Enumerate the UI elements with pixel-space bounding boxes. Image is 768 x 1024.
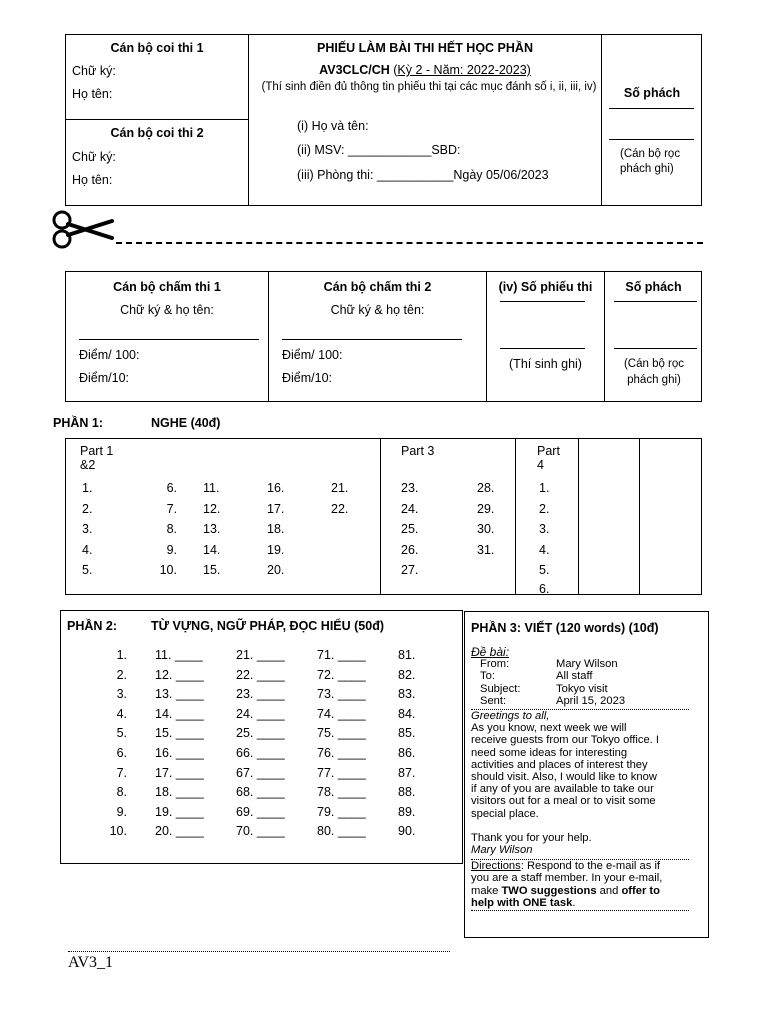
from-label: From:	[480, 658, 510, 671]
list-item: 67. ____	[236, 765, 285, 780]
list-item: 11.	[203, 481, 220, 495]
list-item: 15.	[203, 563, 221, 577]
so-phach-title: Số phách	[623, 86, 681, 100]
directions-and: and	[596, 884, 622, 897]
email-thanks: Thank you for your help.	[471, 831, 592, 844]
list-item: 26.	[401, 542, 419, 557]
list-item: 6.	[539, 581, 550, 596]
list-item: 29.	[477, 501, 495, 516]
list-item: 90.	[398, 824, 416, 839]
list-item: 23.	[401, 481, 419, 495]
list-item: 74. ____	[317, 706, 366, 721]
footer-code: AV3_1	[68, 954, 114, 971]
list-item: 4.	[539, 542, 550, 557]
list-item: 6.	[166, 481, 177, 495]
scissors-icon	[50, 208, 114, 250]
to-value: All staff	[556, 670, 593, 683]
directions-help: help with ONE task	[471, 896, 573, 909]
list-item: 18.	[267, 522, 285, 536]
to-label: To:	[480, 670, 495, 683]
list-item: 9.	[166, 542, 177, 557]
proctor1-title: Cán bộ coi thi 1	[110, 41, 204, 55]
list-item: 1.	[539, 481, 550, 495]
list-item: 31.	[477, 542, 495, 557]
list-item: 1.	[116, 648, 127, 662]
list-item: 16.	[267, 481, 285, 495]
part2-col2	[155, 646, 204, 842]
list-item: 13. ____	[155, 687, 204, 702]
directions-label: Directions	[471, 860, 521, 873]
sheet-no-title: (iv) Số phiếu thi	[498, 280, 593, 294]
list-item: 15. ____	[155, 726, 204, 741]
list-item: 20.	[267, 563, 285, 577]
subject-label: Subject:	[480, 682, 521, 695]
list-item: 2.	[539, 501, 550, 516]
list-item: 5.	[539, 563, 550, 577]
list-item: 88.	[398, 785, 416, 800]
part2-col1	[100, 646, 127, 842]
part2-col5	[398, 646, 415, 842]
so-phach-line2	[609, 139, 694, 140]
so-phach-line1	[609, 108, 694, 109]
email-body-line: if any of you are available to take our	[471, 783, 654, 796]
list-item: 81.	[398, 648, 416, 662]
email-body-line: special place.	[471, 807, 539, 820]
part12-header: Part 1 &2	[80, 444, 114, 472]
list-item: 6.	[116, 745, 127, 760]
from-value: Mary Wilson	[556, 658, 618, 671]
directions-make: make	[471, 884, 502, 897]
grader1-sign-label: Chữ ký & họ tên:	[120, 303, 214, 317]
grader1-sign-line	[79, 339, 259, 340]
part1-col6	[401, 478, 418, 581]
list-item: 69. ____	[236, 804, 285, 819]
email-body-line: should visit. Also, I would like to know	[471, 770, 657, 783]
spacer	[471, 820, 703, 832]
sent-label: Sent:	[480, 694, 507, 707]
prompt-label: Đề bài:	[471, 645, 510, 659]
email-body-line: visitors out for a meal or to visit some	[471, 795, 656, 808]
directions-line1	[471, 860, 703, 872]
list-item: 19. ____	[155, 804, 204, 819]
course-line	[249, 63, 601, 77]
list-item: 9.	[116, 804, 127, 819]
email-to-row	[471, 670, 703, 682]
part1-col3	[203, 478, 220, 581]
list-item: 13.	[203, 522, 221, 536]
list-item: 28.	[477, 481, 495, 495]
list-item: 12.	[203, 501, 221, 516]
cut-line	[116, 242, 703, 244]
room-label: (iii) Phòng thi: ___________Ngày 05/06/2023	[297, 168, 549, 182]
list-item: 3.	[116, 687, 127, 702]
email-body-line: need some ideas for interesting	[471, 746, 628, 759]
list-item: 83.	[398, 687, 416, 702]
header-divider-left	[248, 34, 249, 206]
list-item: 22.	[331, 501, 349, 516]
list-item: 25.	[401, 522, 419, 536]
list-item: 23. ____	[236, 687, 285, 702]
list-item: 80. ____	[317, 824, 366, 839]
list-item: 1.	[82, 481, 93, 495]
proctor1-signature-label: Chữ ký:	[72, 64, 116, 78]
list-item: 12. ____	[155, 667, 204, 682]
grader2-score100: Điểm/ 100:	[282, 348, 343, 362]
grader2-title: Cán bộ chấm thi 2	[323, 280, 432, 294]
email-sent-row	[471, 695, 703, 707]
part2-col4	[317, 646, 366, 842]
part1-col5	[331, 478, 348, 519]
part1-col1	[82, 478, 92, 581]
email-from-row	[471, 658, 703, 670]
fullname-label: (i) Họ và tên:	[297, 119, 369, 133]
email-body-line: receive guests from our Tokyo office. I	[471, 734, 659, 747]
list-item: 82.	[398, 667, 416, 682]
sheet-no-note: (Thí sinh ghi)	[509, 357, 582, 371]
part2-title: TỪ VỰNG, NGỮ PHÁP, ĐỌC HIỂU (50đ)	[151, 619, 384, 633]
list-item: 89.	[398, 804, 416, 819]
list-item: 79. ____	[317, 804, 366, 819]
part2-label: PHẦN 2:	[67, 619, 118, 633]
list-item: 20. ____	[155, 824, 204, 839]
part1-col7	[477, 478, 494, 560]
part1-divider-2	[515, 438, 516, 595]
so-phach-note: (Cán bộ rọc phách ghi)	[620, 148, 681, 175]
list-item: 11. ____	[155, 648, 203, 662]
grader1-score10: Điểm/10:	[79, 371, 130, 385]
list-item: 16. ____	[155, 745, 204, 760]
proctor1-name-label: Họ tên:	[72, 87, 113, 101]
so-phach2-note: (Cán bộ rọc phách ghi)	[623, 358, 685, 386]
directions-line4	[471, 897, 703, 909]
list-item: 3.	[82, 522, 93, 536]
list-item: 84.	[398, 706, 416, 721]
part2-col3	[236, 646, 285, 842]
directions-two: TWO suggestions	[501, 884, 597, 897]
footer-dotted-line	[68, 951, 450, 952]
list-item: 21. ____	[236, 648, 285, 662]
list-item: 17.	[267, 501, 285, 516]
list-item: 72. ____	[317, 667, 366, 682]
list-item: 7.	[116, 765, 127, 780]
msv-label: (ii) MSV: ____________SBD:	[297, 143, 461, 157]
part4-header: Part 4	[537, 444, 560, 472]
list-item: 76. ____	[317, 745, 366, 760]
list-item: 25. ____	[236, 726, 285, 741]
list-item: 24.	[401, 501, 419, 516]
list-item: 66. ____	[236, 745, 285, 760]
part1-divider-3	[578, 438, 579, 595]
directions-bottom-divider	[471, 910, 689, 911]
list-item: 18. ____	[155, 785, 204, 800]
list-item: 78. ____	[317, 785, 366, 800]
list-item: 5.	[82, 563, 93, 577]
directions-text1: : Respond to the e-mail as if	[520, 860, 661, 873]
list-item: 14.	[203, 542, 221, 557]
list-item: 85.	[398, 726, 416, 741]
course-code: AV3CLC/CH	[319, 63, 390, 77]
part1-divider-1	[380, 438, 381, 595]
form-title: PHIẾU LÀM BÀI THI HẾT HỌC PHẦN	[317, 41, 533, 55]
sheet-no-line2	[500, 348, 585, 349]
list-item: 24. ____	[236, 706, 285, 721]
header-divider-right	[601, 34, 602, 206]
part1-col4	[267, 478, 284, 581]
list-item: 4.	[82, 542, 93, 557]
email-body-line: As you know, next week we will	[471, 722, 627, 735]
part1-label: PHẦN 1:	[53, 416, 104, 430]
email-signoff: Mary Wilson	[471, 843, 533, 856]
list-item: 71. ____	[317, 648, 366, 662]
email-subject-row	[471, 683, 703, 695]
proctor2-signature-label: Chữ ký:	[72, 150, 116, 164]
so-phach2-title: Số phách	[625, 280, 682, 294]
grader2-sign-label: Chữ ký & họ tên:	[330, 303, 425, 317]
part3-content	[471, 646, 703, 911]
directions-line2: you are a staff member. In your e-mail,	[471, 872, 663, 885]
list-item: 4.	[116, 706, 127, 721]
part1-divider-4	[639, 438, 640, 595]
part1-col2	[157, 478, 177, 581]
list-item: 2.	[116, 667, 127, 682]
so-phach2-line2	[614, 348, 697, 349]
sheet-no-line1	[500, 301, 585, 302]
list-item: 68. ____	[236, 785, 285, 800]
grader1-title: Cán bộ chấm thi 1	[113, 280, 221, 294]
proctor-divider	[65, 119, 248, 120]
so-phach2-line1	[614, 301, 697, 302]
list-item: 19.	[267, 542, 285, 557]
email-body-line: activities and places of interest they	[471, 758, 648, 771]
list-item: 75. ____	[317, 726, 366, 741]
proctor2-title: Cán bộ coi thi 2	[110, 126, 204, 140]
list-item: 8.	[116, 785, 127, 800]
grader2-score10: Điểm/10:	[282, 371, 333, 385]
grader1-score100: Điểm/ 100:	[79, 348, 140, 362]
part3-title: PHẦN 3: VIẾT (120 words) (10đ)	[471, 621, 659, 635]
list-item: 86.	[398, 745, 416, 760]
list-item: 70. ____	[236, 824, 285, 839]
directions-line3	[471, 885, 703, 897]
proctor2-name-label: Họ tên:	[72, 173, 113, 187]
part3-header: Part 3	[401, 444, 435, 458]
list-item: 3.	[539, 522, 550, 536]
list-item: 27.	[401, 563, 419, 577]
list-item: 22. ____	[236, 667, 285, 682]
list-item: 87.	[398, 765, 416, 780]
list-item: 2.	[82, 501, 93, 516]
grader2-sign-line	[282, 339, 462, 340]
instruction-text: (Thí sinh điền đủ thông tin phiếu thi tại các mục đánh số i, ii, iii, iv)	[261, 81, 597, 93]
list-item: 7.	[166, 501, 177, 516]
list-item: 10.	[159, 563, 177, 577]
list-item: 30.	[477, 522, 495, 536]
email-greeting: Greetings to all,	[471, 709, 550, 722]
part1-col8	[539, 478, 549, 597]
term-text: Kỳ 2 - Năm: 2022-2023)	[397, 63, 531, 77]
term-prefix: (	[393, 63, 398, 77]
list-item: 73. ____	[317, 687, 366, 702]
directions-end: .	[572, 896, 576, 909]
subject-value: Tokyo visit	[556, 682, 608, 695]
list-item: 17. ____	[155, 765, 204, 780]
list-item: 77. ____	[317, 765, 366, 780]
list-item: 10.	[109, 824, 127, 839]
directions-offer: offer to	[621, 884, 660, 897]
list-item: 8.	[166, 522, 177, 536]
list-item: 21.	[331, 481, 349, 495]
list-item: 14. ____	[155, 706, 204, 721]
part1-title: NGHE (40đ)	[151, 416, 221, 430]
list-item: 5.	[116, 726, 127, 741]
sent-value: April 15, 2023	[556, 694, 626, 707]
